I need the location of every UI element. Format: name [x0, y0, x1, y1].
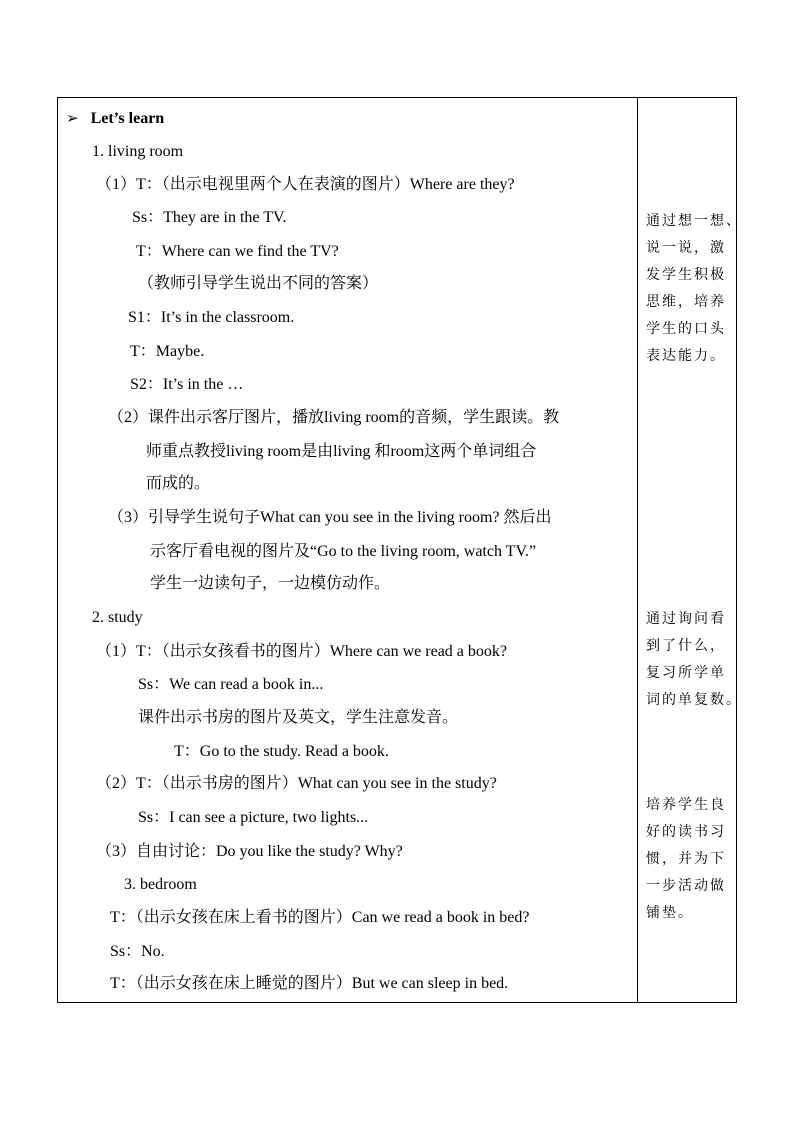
- content-line: （1）T：（出示女孩看书的图片）Where can we read a book?: [96, 643, 508, 660]
- note-line: 通过询问看: [646, 612, 726, 627]
- content-line: （3）引导学生说句子What can you see in the living room? 然后出: [108, 509, 552, 526]
- content-line: Ss：They are in the TV.: [132, 209, 287, 226]
- content-line: 1. living room: [92, 143, 184, 160]
- note-line: 说一说，激: [646, 241, 726, 256]
- note-line: 发学生积极: [646, 268, 726, 283]
- note-line: 好的读书习: [646, 825, 726, 840]
- content-line: T：（出示女孩在床上睡觉的图片）But we can sleep in bed.: [110, 975, 509, 992]
- content-line: 学生一边读句子，一边模仿动作。: [150, 575, 391, 592]
- content-line: （1）T：（出示电视里两个人在表演的图片）Where are they?: [96, 176, 515, 193]
- note-line: 一步活动做: [646, 879, 726, 894]
- column-divider: [637, 98, 638, 1002]
- content-line: 而成的。: [146, 475, 211, 492]
- note-line: 铺垫。: [646, 906, 694, 921]
- teaching-note: [646, 208, 742, 370]
- content-line: Ss：We can read a book in...: [138, 676, 324, 693]
- content-line: T：Go to the study. Read a book.: [174, 743, 389, 760]
- arrow-bullet-icon: ➢: [66, 109, 79, 127]
- note-line: 培养学生良: [646, 798, 726, 813]
- section-heading: ➢ Let’s learn: [66, 109, 165, 127]
- content-line: （2）T：（出示书房的图片）What can you see in the study?: [96, 775, 497, 792]
- note-line: 思维，培养: [646, 295, 726, 310]
- teaching-note: [646, 792, 734, 927]
- content-line: S2：It’s in the …: [130, 376, 244, 393]
- content-line: T：（出示女孩在床上看书的图片）Can we read a book in bed?: [110, 909, 530, 926]
- content-line: （2）课件出示客厅图片，播放living room的音频，学生跟读。教: [108, 409, 560, 426]
- content-line: （3）自由讨论：Do you like the study? Why?: [96, 843, 403, 860]
- note-line: 复习所学单: [646, 666, 726, 681]
- teaching-note: [646, 606, 742, 714]
- content-line: 示客厅看电视的图片及“Go to the living room, watch TV.”: [150, 543, 537, 560]
- note-line: 词的单复数。: [646, 693, 742, 708]
- lesson-table: [57, 97, 742, 1003]
- content-line: S1：It’s in the classroom.: [128, 309, 295, 326]
- content-line: T：Maybe.: [130, 343, 205, 360]
- note-line: 学生的口头: [646, 322, 726, 337]
- content-line: 师重点教授living room是由living 和room这两个单词组合: [146, 443, 537, 460]
- content-line: （教师引导学生说出不同的答案）: [138, 275, 379, 292]
- note-line: 通过想一想、: [646, 214, 742, 229]
- content-line: Ss：I can see a picture, two lights...: [138, 809, 369, 826]
- content-line: 2. study: [92, 609, 143, 626]
- note-line: 惯，并为下: [646, 852, 726, 867]
- note-line: 到了什么，: [646, 639, 726, 654]
- content-line: Ss：No.: [110, 943, 165, 960]
- note-line: 表达能力。: [646, 349, 726, 364]
- content-line: T：Where can we find the TV?: [136, 243, 339, 260]
- content-line: 3. bedroom: [124, 876, 197, 893]
- content-line: 课件出示书房的图片及英文，学生注意发音。: [138, 709, 459, 726]
